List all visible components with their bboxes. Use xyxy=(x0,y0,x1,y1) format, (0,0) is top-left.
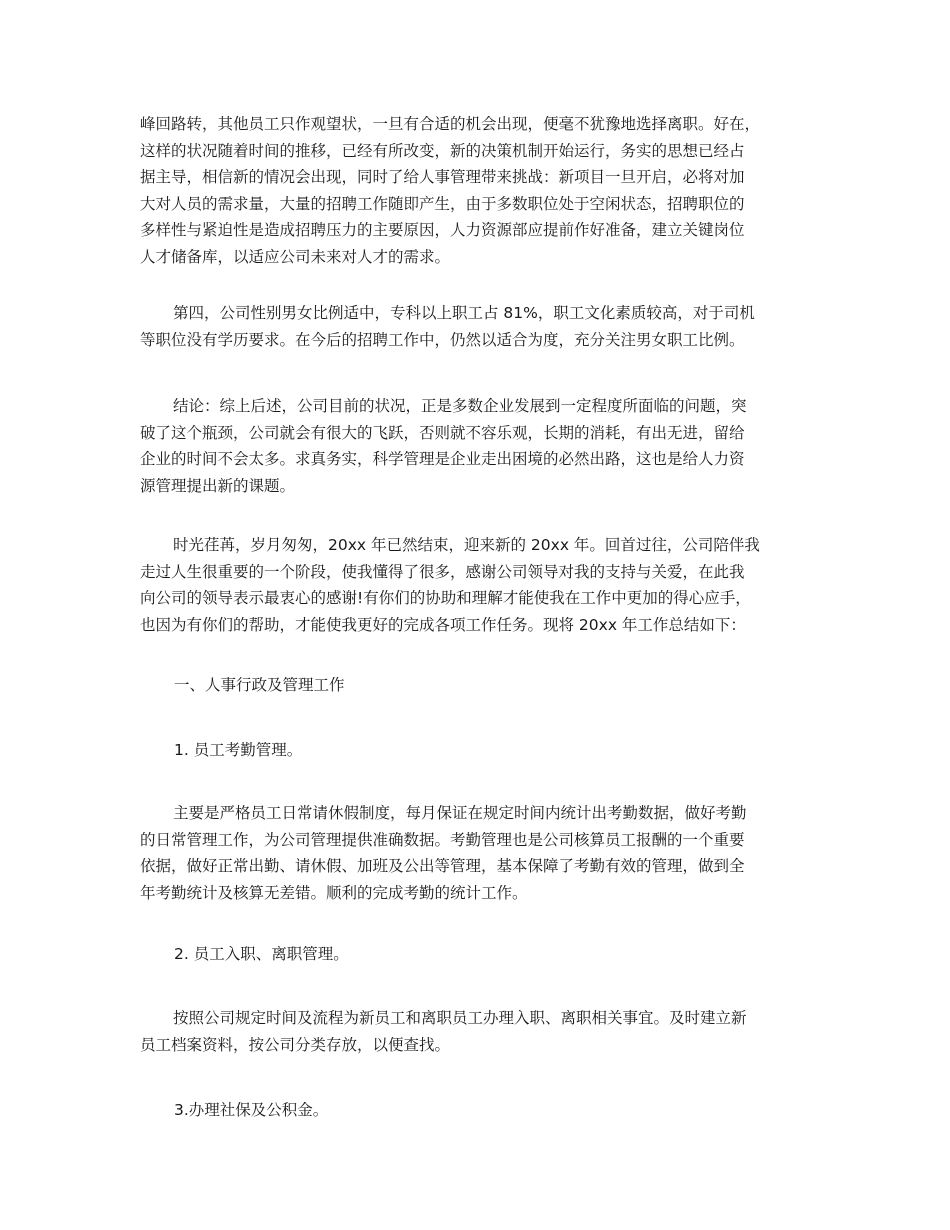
text-line: 源管理提出新的课题。 xyxy=(140,476,296,495)
text-line: 的日常管理工作，为公司管理提供准确数据。考勤管理也是公司核算员工报酬的一个重要 xyxy=(140,830,745,849)
subsection-heading-attendance: 1. 员工考勤管理。 xyxy=(174,741,303,759)
text-line: 大对人员的需求量，大量的招聘工作随即产生，由于多数职位处于空闲状态，招聘职位的 xyxy=(140,194,745,213)
text-line: 峰回路转，其他员工只作观望状，一旦有合适的机会出现，便毫不犹豫地选择离职。好在， xyxy=(140,115,761,133)
text-line: 走过人生很重要的一个阶段，使我懂得了很多，感谢公司领导对我的支持与关爱，在此我 xyxy=(140,562,745,581)
text-line: 第四，公司性别男女比例适中，专科以上职工占 81%，职工文化素质较高，对于司机 xyxy=(173,304,755,322)
text-line: 这样的状况随着时间的推移，已经有所改变，新的决策机制开始运行，务实的思想已经占 xyxy=(140,141,745,160)
paragraph-conclusion xyxy=(140,393,820,499)
paragraph-recruitment-outlook xyxy=(140,111,820,270)
text-line: 结论：综上后述，公司目前的状况，正是多数企业发展到一定程度所面临的问题，突 xyxy=(173,397,747,415)
paragraph-year-review-intro xyxy=(140,532,820,638)
text-line: 年考勤统计及核算无差错。顺利的完成考勤的统计工作。 xyxy=(140,883,528,902)
text-line: 据主导，相信新的情况会出现，同时了给人事管理带来挑战：新项目一旦开启，必将对加 xyxy=(140,168,745,186)
text-line: 员工档案资料，按公司分类存放，以便查找。 xyxy=(140,1035,451,1054)
section-heading-hr-admin: 一、人事行政及管理工作 xyxy=(174,676,345,694)
text-line: 时光荏苒，岁月匆匆，20xx 年已然结束，迎来新的 20xx 年。回首过往，公司陪伴我 xyxy=(173,536,760,554)
text-line: 按照公司规定时间及流程为新员工和离职员工办理入职、离职相关事宜。及时建立新 xyxy=(173,1009,747,1027)
text-line: 多样性与紧迫性是造成招聘压力的主要原因，人力资源部应提前作好准备，建立关键岗位 xyxy=(140,221,745,239)
paragraph-onboarding xyxy=(140,1005,820,1058)
paragraph-gender-ratio xyxy=(140,300,820,353)
text-line: 主要是严格员工日常请休假制度，每月保证在规定时间内统计出考勤数据，做好考勤 xyxy=(173,804,747,822)
text-line: 人才储备库，以适应公司未来对人才的需求。 xyxy=(140,247,451,266)
text-line: 也因为有你们的帮助，才能使我更好的完成各项工作任务。现将 20xx 年工作总结如下： xyxy=(140,615,746,634)
text-line: 等职位没有学历要求。在今后的招聘工作中，仍然以适合为度，充分关注男女职工比例。 xyxy=(140,330,745,349)
text-line: 向公司的领导表示最衷心的感谢!有你们的协助和理解才能使我在工作中更加的得心应手， xyxy=(140,589,751,607)
paragraph-attendance xyxy=(140,800,820,906)
text-line: 依据，做好正常出勤、请休假、加班及公出等管理，基本保障了考勤有效的管理，做到全 xyxy=(140,857,745,875)
text-line: 企业的时间不会太多。求真务实，科学管理是企业走出困境的必然出路，这也是给人力资 xyxy=(140,450,745,468)
text-line: 破了这个瓶颈，公司就会有很大的飞跃，否则就不容乐观，长期的消耗，有出无进，留给 xyxy=(140,423,745,442)
subsection-heading-onboarding: 2. 员工入职、离职管理。 xyxy=(174,945,349,963)
subsection-heading-social-security: 3.办理社保及公积金。 xyxy=(174,1101,329,1119)
